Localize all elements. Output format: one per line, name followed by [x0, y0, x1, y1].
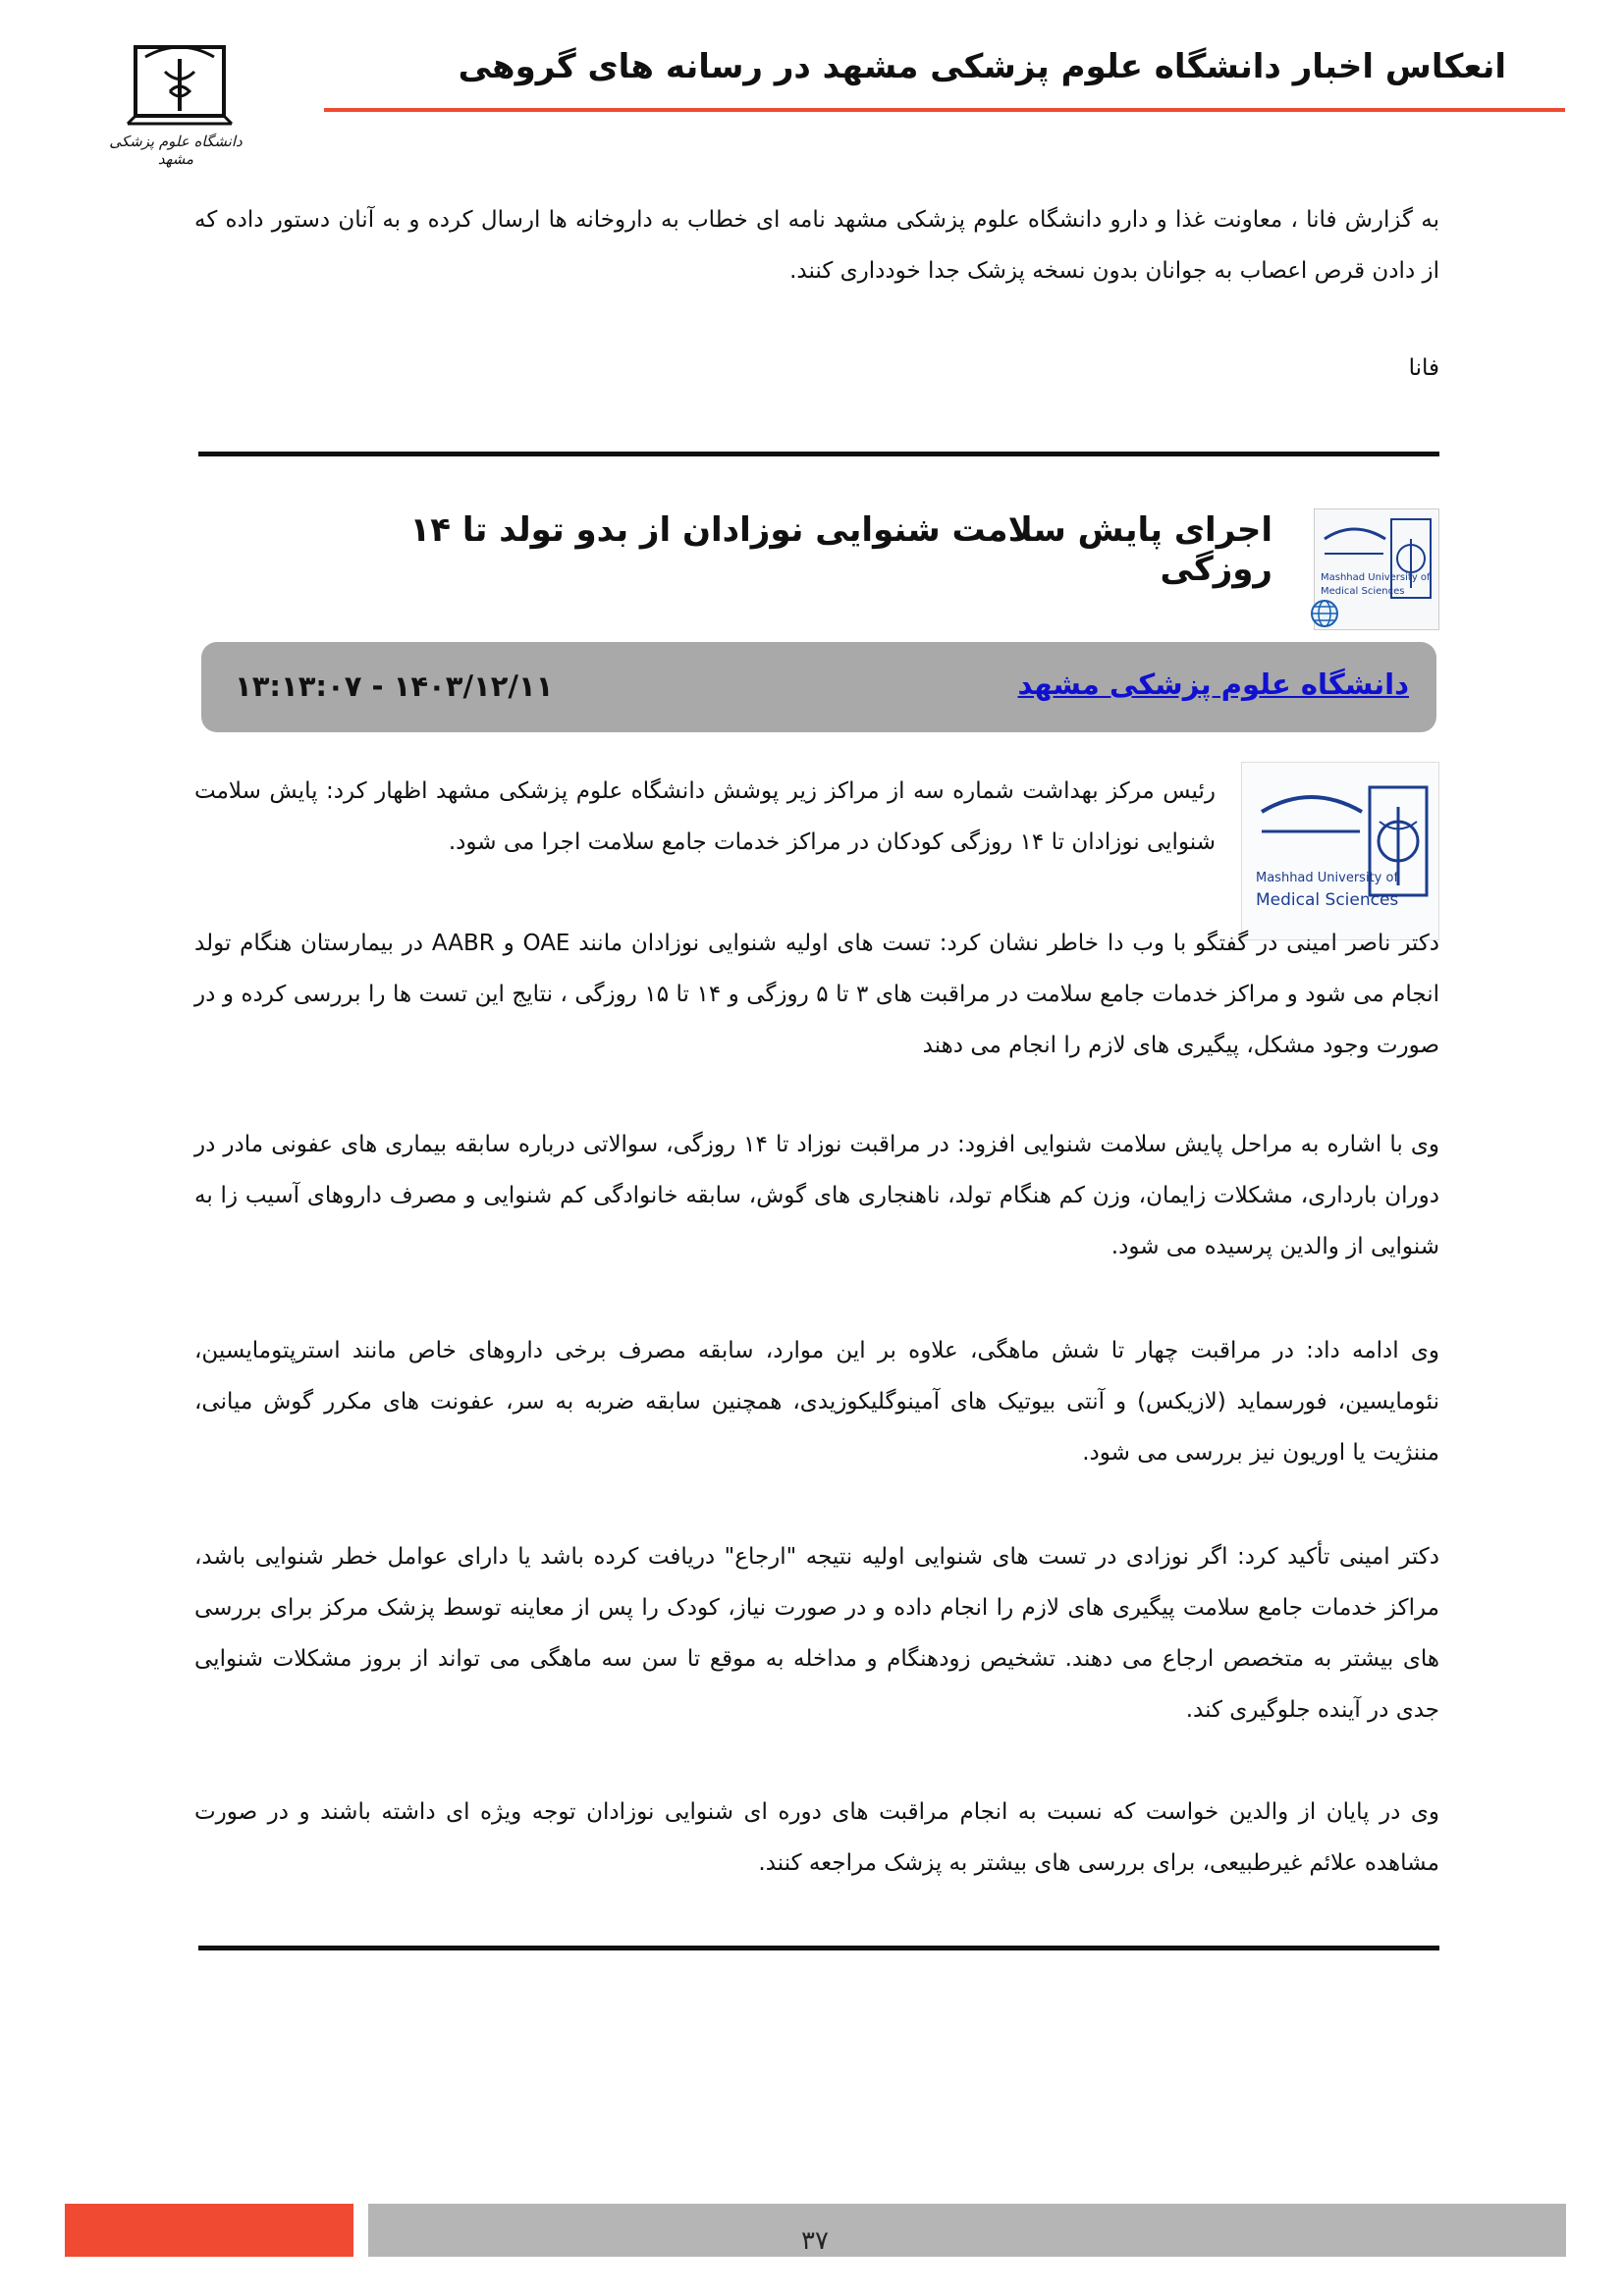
logo-en-line-2: Medical Sciences: [1321, 586, 1405, 597]
footer-accent-bar: [65, 2204, 353, 2257]
article-paragraph-2: دکتر ناصر امینی در گفتگو با وب دا خاطر نشان کرد: تست های اولیه شنوایی نوزادان مانند OAE و AABR در بیمارستان هنگام تولد انجام می شود و مراکز خدمات جامع سلامت در مراقبت های ۳ تا ۵ روزگی و ۱۴ تا ۱۵ روزگی ، نتایج این تست ها را بررسی کرده و در صورت وجود مشکل، پیگیری های لازم را انجام می دهند: [194, 931, 1440, 1058]
article-paragraph-6: وی در پایان از والدین خواست که نسبت به انجام مراقبت های دوره ای شنوایی نوزادان توجه ویژه ای داشته باشند و در صورت مشاهده علائم غیرطبیعی، برای بررسی های بیشتر به پزشک مراجعه کنند.: [194, 1799, 1439, 1876]
article-paragraph-1: رئیس مرکز بهداشت شماره سه از مراکز زیر پوشش دانشگاه علوم پزشکی مشهد اظهار کرد: پایش سلامت شنوایی نوزادان تا ۱۴ روزگی کودکان در مراکز خدمات جامع سلامت اجرا می شود.: [194, 778, 1216, 855]
article-paragraph-4: وی ادامه داد: در مراقبت چهار تا شش ماهگی، علاوه بر این موارد، سابقه مصرف برخی داروهای خاص مانند استرپتومایسین، نئومایسین، فورسماید (لازیکس) و آنتی بیوتیک های آمینوگلیکوزیدی، همچنین سابقه ضربه به سر، عفونت های مکرر گوش میانی، مننژیت یا اوریون نیز بررسی می شود.: [194, 1338, 1439, 1466]
source-link[interactable]: دانشگاه علوم پزشکی مشهد: [1017, 667, 1409, 701]
previous-news-text: به گزارش فانا ، معاونت غذا و دارو دانشگاه علوم پزشکی مشهد نامه ای خطاب به داروخانه ها ارسال کرده و به آنان دستور داده که از دادن قرص اعصاب به جوانان بدون نسخه پزشک جدا خودداری کنند.: [194, 207, 1439, 284]
logo-en-line-1: Mashhad University of: [1321, 572, 1431, 583]
body-logo-en-line-1: Mashhad University of: [1256, 871, 1399, 885]
footer-bar: [368, 2204, 1566, 2257]
article-paragraph-3: وی با اشاره به مراحل پایش سلامت شنوایی افزود: در مراقبت نوزاد تا ۱۴ روزگی، سوالاتی درباره سابقه بیماری های عفونی مادر در دوران بارداری، مشکلات زایمان، وزن کم هنگام تولد، ناهنجاری های گوش، سابقه خانوادگی کم شنوایی و مصرف داروهای آسیب زا به شنوایی از والدین پرسیده می شود.: [194, 1132, 1439, 1259]
previous-news-source: فانا: [1408, 355, 1439, 381]
section-divider-top: [198, 452, 1439, 456]
article-title: اجرای پایش سلامت شنوایی نوزادان از بدو تولد تا ۱۴ روزگی: [409, 510, 1272, 589]
logo-caption: دانشگاه علوم پزشکی مشهد: [109, 133, 243, 168]
section-divider-bottom: [198, 1946, 1439, 1950]
page-number: ۳۷: [801, 2226, 829, 2256]
body-logo-en-line-2: Medical Sciences: [1256, 890, 1399, 910]
publish-datetime: ۱۴۰۳/۱۲/۱۱ - ۱۳:۱۳:۰۷: [235, 669, 554, 703]
page-header-title: انعکاس اخبار دانشگاه علوم پزشکی مشهد در رسانه های گروهی: [458, 47, 1506, 86]
article-meta-bar: [201, 642, 1436, 732]
globe-icon[interactable]: [1310, 599, 1339, 628]
body-source-logo: [1241, 762, 1439, 940]
article-paragraph-5: دکتر امینی تأکید کرد: اگر نوزادی در تست های شنوایی اولیه نتیجه "ارجاع" دریافت کرده باشد یا دارای عوامل خطر شنوایی باشد، مراکز خدمات جامع سلامت پیگیری های لازم را انجام داده و در صورت نیاز، کودک را پس از معاینه توسط پزشک مرکز برای بررسی های بیشتر به متخصص ارجاع می دهند. تشخیص زودهنگام و مداخله به موقع تا سن سه ماهگی می تواند از بروز مشکلات شنوایی جدی در آینده جلوگیری کند.: [194, 1544, 1439, 1723]
header-divider: [324, 108, 1565, 112]
